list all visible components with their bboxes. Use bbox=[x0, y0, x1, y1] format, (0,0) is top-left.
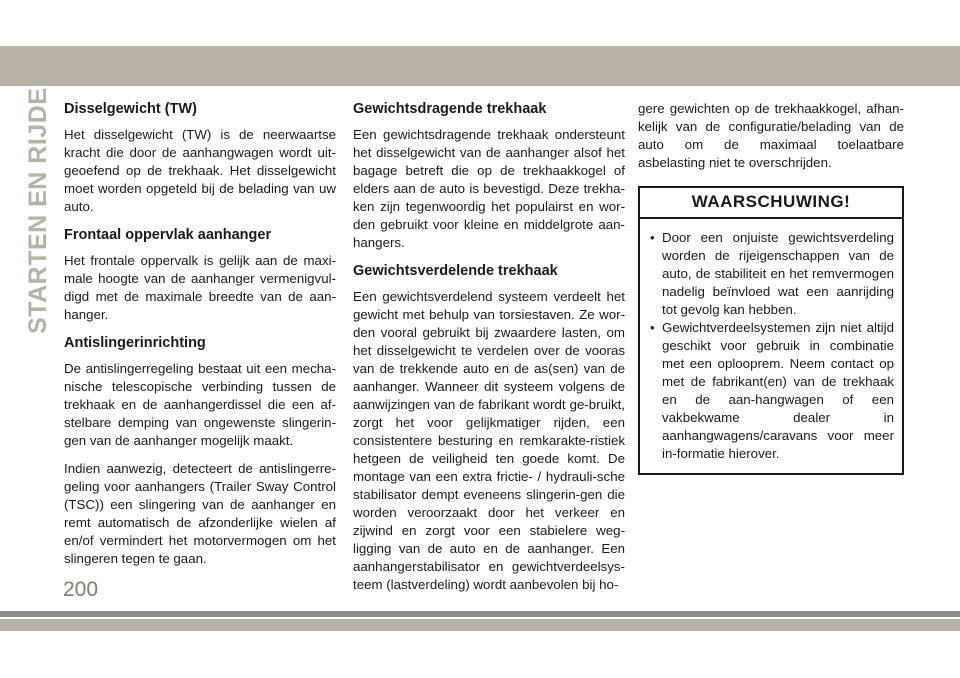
header-band bbox=[0, 46, 960, 86]
bullet-icon: • bbox=[650, 320, 655, 335]
column-1 bbox=[64, 100, 336, 578]
warning-item bbox=[650, 229, 894, 319]
heading-gewichtsdragende-trekhaak: Gewichtsdragende trekhaak bbox=[353, 101, 547, 117]
warning-box bbox=[638, 186, 904, 475]
warning-item-text: Gewichtverdeelsystemen zijn niet altijd geschikt voor gebruik in combinatie met een oplooprem. Neem contact op met de fabrikant(en) van de trekhaak en de aan-hangwagen of een vakbekwame dealer in aanhangwagens/caravans voor meer in-formatie hierover. bbox=[662, 320, 894, 461]
paragraph-frontaal-oppervlak: Het frontale oppervalk is gelijk aan de maxi-male hoogte van de aanhanger vermenigvul-digd met de maximale breedte van de aan-hanger. bbox=[64, 253, 336, 322]
warning-item-text: Door een onjuiste gewichtsverdeling worden de rijeigenschappen van de auto, de stabiliteit en het remvermogen nadelig beïnvloed wat een aanrijding tot gevolg kan hebben. bbox=[662, 230, 894, 317]
warning-title: WAARSCHUWING! bbox=[640, 188, 902, 219]
paragraph-antislinger-2: Indien aanwezig, detecteert de antislingerre-geling voor aanhangers (Trailer Sway Control (TSC)) een slingering van de aanhanger en remt automatisch de afzonderlijke wielen af en/of vermindert het motorvermogen om het slingeren tegen te gaan. bbox=[64, 461, 336, 566]
paragraph-gewichtsverdelende: Een gewichtsverdelend systeem verdeelt het gewicht met behulp van torsiestaven. Ze wor-den vooral gebruikt bij zwaardere lasten, om het disselgewicht te verdelen over de vooras van de trekkende auto en de as(sen) van de aanhanger. Wanneer dit systeem volgens de aanwijzingen van de fabrikant wordt ge-bruikt, zorgt het voor gelijkmatiger rijden, een consistentere besturing en remkarakte-ristiek hetgeen de veiligheid ten goede komt. De montage van een extra frictie- / hydrauli-sche stabilisator dempt eveneens slingerin-gen die worden veroorzaakt door het verkeer en zijwind en zorgt voor een stabielere weg-ligging van de auto en de aanhanger. Een aanhangerstabilisator en gewichtverdeelsys-teem (lastverdeling) wordt aanbevolen bij ho- bbox=[353, 289, 625, 592]
chapter-title-text: STARTEN EN RIJDEN bbox=[23, 68, 52, 334]
footer-rule bbox=[0, 611, 960, 617]
page-number: 200 bbox=[63, 578, 99, 601]
heading-gewichtsverdelende-trekhaak: Gewichtsverdelende trekhaak bbox=[353, 263, 558, 279]
chapter-side-title bbox=[23, 68, 52, 334]
paragraph-disselgewicht: Het disselgewicht (TW) is de neerwaartse kracht die door de aanhangwagen wordt uit-geoefend op de trekhaak. Het disselgewicht moet worden opgeteld bij de belading van uw auto. bbox=[64, 127, 336, 214]
column-2 bbox=[353, 100, 625, 604]
warning-list bbox=[650, 229, 894, 463]
column-3 bbox=[638, 100, 904, 475]
paragraph-antislinger-1: De antislingerregeling bestaat uit een mecha-nische telescopische verbinding tussen de trekhaak en de aanhangerdissel die een af-stelbare demping van ongewenste slingerin-gen van de aanhanger mogelijk maakt. bbox=[64, 361, 336, 448]
bullet-icon: • bbox=[650, 230, 655, 245]
heading-antislingerinrichting: Antislingerinrichting bbox=[64, 335, 206, 351]
paragraph-gewichtsdragende: Een gewichtsdragende trekhaak ondersteunt het disselgewicht van de aanhanger alsof het bagage betreft die op de trekhaakkogel of elders aan de auto is bevestigd. Deze trekha-ken zijn tegenwoordig het populairst en wor-den gebruikt voor kleine en middelgrote aan-hangers. bbox=[353, 127, 625, 250]
paragraph-continued: gere gewichten op de trekhaakkogel, afhan-kelijk van de configuratie/belading van de auto om de maximaal toelaatbare asbelasting niet te overschrijden. bbox=[638, 101, 904, 170]
heading-disselgewicht: Disselgewicht (TW) bbox=[64, 101, 197, 117]
footer-band bbox=[0, 619, 960, 631]
heading-frontaal-oppervlak: Frontaal oppervlak aanhanger bbox=[64, 227, 272, 243]
warning-item bbox=[650, 319, 894, 463]
